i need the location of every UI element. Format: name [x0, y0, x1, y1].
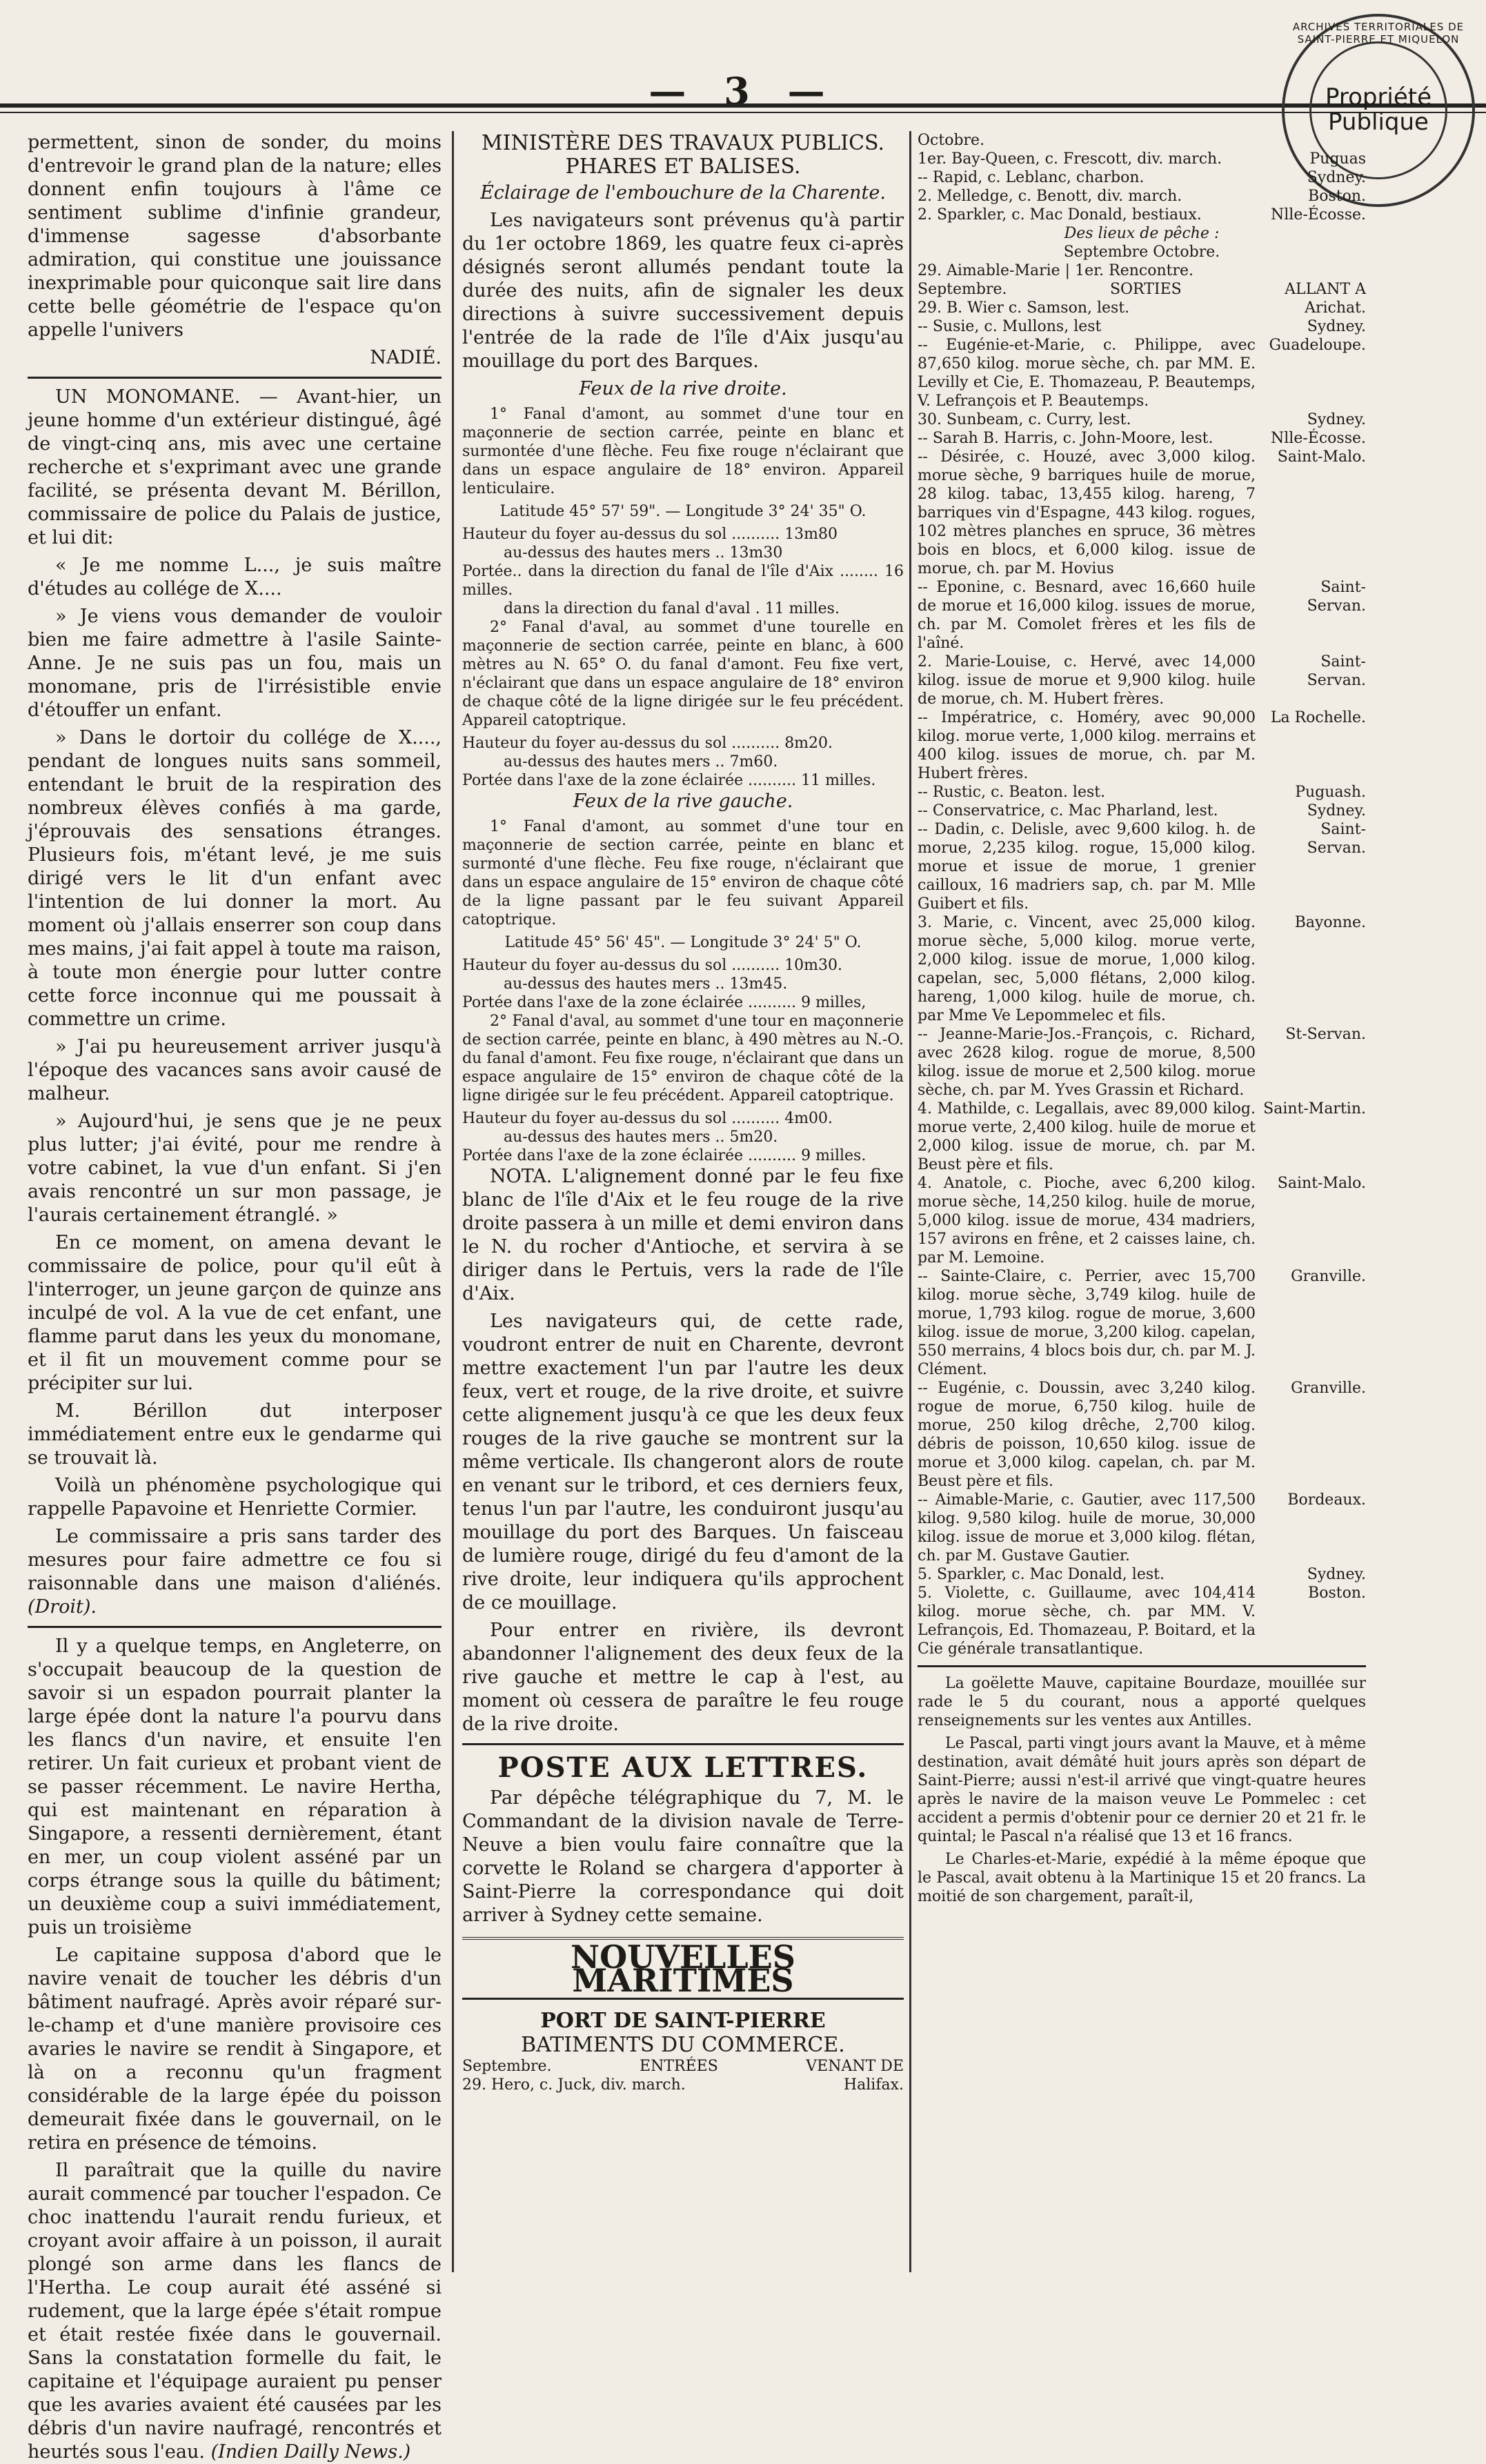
list-item — [918, 1584, 1366, 1658]
ship-exit: 30. Sunbeam, c. Curry, lest. — [918, 411, 1131, 428]
source-indien: (Indien Dailly News.) — [210, 2441, 411, 2463]
navigateurs-3: Pour entrer en rivière, ils devront abandonner l'alignement des deux feux de la rive gauche et mettre le cap à l'est, au moment où cessera de paraître le feu rouge de la rive droite. — [462, 1620, 904, 1735]
column-1 — [0, 131, 442, 2463]
paragraph: M. Bérillon dut interposer immédiatement entre eux le gendarme qui se trouvait là. — [28, 1400, 442, 1469]
ship-destination: St-Servan. — [1285, 1026, 1366, 1043]
ship-exit: 5. Violette, c. Guillaume, avec 104,414 kilog. morue sèche, ch. par MM. V. Lefrançois, Ed. Thomazeau, P. Boitard, et la Cie générale transatlantique. — [918, 1584, 1256, 1658]
ship-destination: La Rochelle. — [1270, 709, 1366, 726]
fanal-amont-droite: 1° Fanal d'amont, au sommet d'une tour en maçonnerie de section carrée, peinte en blanc et surmontée d'une flèche. Feu fixe rouge n'éclairant que dans un espace angulaire de 18° environ. Appareil lenticulaire. — [462, 406, 904, 497]
list-item — [918, 1100, 1366, 1174]
ship-exit: -- Eponine, c. Besnard, avec 16,660 huile de morue et 16,000 kilog. issues de morue, ch. par M. Comolet frères et les fils de l'aîné. — [918, 579, 1256, 652]
fanal-amont-gauche: 1° Fanal d'amont, au sommet d'une tour en maçonnerie de section carrée, peinte en blanc et surmonté d'une flèche. Feu fixe rouge, n'éclairant que dans un espace angulaire de 15° environ de chaque côté de la ligne passant par le feu suivant Appareil catoptrique. — [462, 818, 904, 928]
ship-destination: Saint-Servan. — [1307, 653, 1366, 689]
hauteur-8: au-dessus des hautes mers .. 5m20. — [504, 1129, 778, 1146]
hauteur-5: Hauteur du foyer au-dessus du sol .......... 10m30. — [462, 957, 843, 974]
ship-destination: Guadeloupe. — [1269, 337, 1366, 354]
sorties-label: SORTIES — [1109, 281, 1182, 298]
ship-destination: Arichat. — [1305, 299, 1366, 317]
ship-exit: 3. Marie, c. Vincent, avec 25,000 kilog. morue sèche, 5,000 kilog. morue verte, 2,000 kilog. issue de morue, 1,000 kilog. capelan, sec, 5,000 flétans, 2,000 kilog. hareng, 1,000 kilog. huile de morue, ch. par Mme Ve Lepommelec et fils. — [918, 914, 1256, 1024]
lat-long: Latitude 45° 57' 59". — Longitude 3° 24' 35" O. — [499, 503, 866, 520]
lat-long-2: Latitude 45° 56' 45". — Longitude 3° 24' 5" O. — [504, 934, 862, 951]
ship-exit: 4. Mathilde, c. Legallais, avec 89,000 kilog. morue verte, 2,400 kilog. huile de morue et 2,000 kilog. issue de morue, ch. par M. Beust père et fils. — [918, 1100, 1256, 1173]
ship-destination: Saint-Servan. — [1307, 821, 1366, 857]
ship-destination: Sydney. — [1307, 1566, 1366, 1583]
paragraph-text: Le commissaire a pris sans tarder des mesures pour faire admettre ce fou si raisonnable dans une maison d'aliénés. — [28, 1526, 442, 1594]
ship-origin: Puguas — [1309, 150, 1366, 168]
ship-exit: 4. Anatole, c. Pioche, avec 6,200 kilog. morue sèche, 14,250 kilog. huile de morue, 5,000 kilog. issue de morue, 434 madriers, 157 avirons en frêne, et 2 caisses laine, ch. par M. Lemoine. — [918, 1175, 1256, 1266]
ship-destination: Saint-Malo. — [1277, 448, 1366, 466]
month-octobre: Octobre. — [918, 132, 985, 149]
table-row — [918, 206, 1366, 224]
list-item — [918, 299, 1366, 317]
ship-destination: Boston. — [1308, 1584, 1366, 1602]
news-pascal: Le Pascal, parti vingt jours avant la Mauve, et à même destination, avait démâté huit jours après son départ de Saint-Pierre; aussi n'est-il arrivé que vingt-quatre heures après le navire de la maison veuve Le Pommelec : cet accident a permis d'obtenir pour ce dernier 20 et 21 fr. le quintal; le Pascal n'a réalisé que 13 et 16 francs. — [918, 1735, 1366, 1845]
portee-2: dans la direction du fanal d'aval . 11 milles. — [504, 600, 840, 617]
ship-exit: -- Susie, c. Mullons, lest — [918, 318, 1102, 335]
list-item — [918, 1025, 1366, 1100]
hauteur-6: au-dessus des hautes mers .. 13m45. — [504, 975, 788, 993]
port-title: PORT DE SAINT-PIERRE — [540, 2009, 826, 2033]
batiments-title: BATIMENTS DU COMMERCE. — [521, 2033, 845, 2057]
separator — [28, 1626, 442, 1628]
poste-text: Par dépêche télégraphique du 7, M. le Commandant de la division navale de Terre-Neuve a bien voulu faire connaître que la corvette le Roland se chargera d'apporter à Saint-Pierre la correspondance qui doit arriver à Sydney cette semaine. — [462, 1787, 904, 1926]
entries-from: VENANT DE — [806, 2058, 904, 2075]
portee-5: Portée dans l'axe de la zone éclairée .......... 9 milles. — [462, 1147, 866, 1164]
ministry-heading: MINISTÈRE DES TRAVAUX PUBLICS. — [481, 131, 885, 155]
stamp-line-2: Publique — [1328, 108, 1429, 136]
paragraph: En ce moment, on amena devant le commissaire de police, pour qu'il eût à l'interroger, un jeune garçon de quinze ans inculpé de vol. A la vue de cet enfant, une flamme parut dans les yeux du monomane, et il fit un mouvement comme pour se précipiter sur lui. — [28, 1232, 442, 1394]
list-item — [918, 429, 1366, 448]
ship-exit: 29. B. Wier c. Samson, lest. — [918, 299, 1130, 317]
column-3 — [918, 131, 1366, 2272]
ship-entry: 2. Melledge, c. Benott, div. march. — [918, 188, 1182, 205]
article-monomane-lead: UN MONOMANE. — [55, 386, 241, 408]
table-row — [918, 150, 1366, 168]
ship-exit: 2. Marie-Louise, c. Hervé, avec 14,000 kilog. issue de morue et 9,900 kilog. huile de morue, ch. M. Hubert frères. — [918, 653, 1256, 708]
entries-month: Septembre. — [462, 2058, 552, 2075]
ship-destination: Nlle-Écosse. — [1271, 430, 1366, 447]
peche-months: Septembre Octobre. — [1063, 244, 1220, 261]
separator — [462, 1743, 904, 1745]
ship-destination: Granville. — [1291, 1380, 1366, 1397]
article-astronomy-end: permettent, sinon de sonder, du moins d'entrevoir le grand plan de la nature; elles donnent enfin toujours à l'âme ce sentiment sublime d'infinie grandeur, d'immense sagesse d'absorbante admiration, qui constitue une jouissance inexprimable pour quiconque sait lire dans cette belle géométrie de l'espace qu'on appelle l'univers — [28, 132, 442, 341]
article-monomane-intro — [28, 386, 442, 550]
ship-destination: Sydney. — [1307, 411, 1366, 428]
list-item — [918, 317, 1366, 336]
list-item — [918, 448, 1366, 578]
list-item — [918, 783, 1366, 802]
separator — [918, 1665, 1366, 1667]
list-item — [918, 820, 1366, 913]
ship-exit: -- Impératrice, c. Homéry, avec 90,000 kilog. morue verte, 1,000 kilog. merrains et 400 kilog. issues de morue, ch. par M. Hubert frères. — [918, 709, 1256, 782]
table-row — [918, 187, 1366, 206]
ship-exit: -- Dadin, c. Delisle, avec 9,600 kilog. h. de morue, 2,235 kilog. rogue, 15,000 kilog. morue et issue de morue, 1 grenier cailloux, 16 madriers sap, ch. par M. Mlle Guibert et fils. — [918, 821, 1256, 913]
ship-exit: 5. Sparkler, c. Mac Donald, lest. — [918, 1566, 1165, 1583]
paragraph: » Dans le dortoir du collége de X...., pendant de longues nuits sans sommeil, entendant le bruit de la respiration des nombreux élèves confiés à ma garde, j'éprouvais des sensations étranges. Plusieurs fois, m'étant levé, je me suis dirigé vers le lit d'un enfant avec l'intention de lui donner la mort. Au moment où j'allais enserrer son coup dans mes mains, j'ai fait appel à toute ma raison, à toute mon énergie pour lutter contre cette force inconnue qui me poussait à commettre un crime. — [28, 727, 442, 1030]
list-item — [918, 578, 1366, 653]
navigateurs-2: Les navigateurs qui, de cette rade, voudront entrer de nuit en Charente, devront mettre exactement l'un par l'autre les deux feux, vert et rouge, de la rive droite, et suivre cette alignement jusqu'à ce que les deux feux rouges de la rive gauche se montrent sur la même verticale. Ils changeront alors de route en venant sur le tribord, et ces derniers feux, tenus l'un par l'autre, les conduiront jusqu'au mouillage du port des Barques. Un faisceau de lumière rouge, dirigé du feu d'amont de la rive droite, leur indiquera qu'ils approchent de ce mouillage. — [462, 1311, 904, 1613]
signature-nadie: NADIÉ. — [370, 347, 442, 368]
ship-exit: -- Aimable-Marie, c. Gautier, avec 117,500 kilog. 9,580 kilog. huile de morue, 30,000 kilog. issue de morue et 3,000 kilog. flétan, ch. par M. Gustave Gautier. — [918, 1491, 1256, 1564]
ship-exit: -- Jeanne-Marie-Jos.-François, c. Richard, avec 2628 kilog. rogue de morue, 8,500 kilog. issue de morue et 2,500 kilog. morue sèche, ch. par M. Yves Grassin et Richard. — [918, 1026, 1256, 1099]
phares-subtitle: Éclairage de l'embouchure de la Charente. — [480, 182, 886, 203]
ship-entry: 1er. Bay-Queen, c. Frescott, div. march. — [918, 150, 1222, 168]
portee-1: Portée.. dans la direction du fanal de l'île d'Aix ........ 16 milles. — [462, 563, 904, 599]
entries-header — [462, 2057, 904, 2076]
stamp-line-1: Propriété — [1325, 83, 1432, 112]
entries-label: ENTRÉES — [640, 2058, 718, 2075]
peche-row: 29. Aimable-Marie | 1er. Rencontre. — [918, 262, 1194, 279]
ship-exit: -- Sainte-Claire, c. Perrier, avec 15,700 kilog. morue sèche, 3,749 kilog. huile de morue, 1,793 kilog. rogue de morue, 3,600 kilog. issue de morue, 3,200 kilog. capelan, 550 merrains, 4 blocs bois dur, ch. par M. J. Clément. — [918, 1268, 1256, 1378]
rive-gauche-title: Feux de la rive gauche. — [573, 791, 793, 812]
paragraph: » J'ai pu heureusement arriver jusqu'à l'époque des vacances sans avoir causé de malheur. — [28, 1036, 442, 1104]
list-item — [918, 410, 1366, 429]
list-item — [918, 802, 1366, 820]
peche-title: Des lieux de pêche : — [1064, 225, 1220, 242]
article-espadon: Il y a quelque temps, en Angleterre, on s'occupait beaucoup de la question de savoir si un espadon pourrait planter la large épée dont la nature l'a pourvu dans les flancs d'un navire, et ensuite l'en retirer. Un fait curieux et probant vient de se passer récemment. Le navire Hertha, qui est maintenant en réparation à Singapore, a ressenti dernièrement, étant en mer, un coup violent asséné par un corps étrange sous la quille du bâtiment; un deuxième coup a suivi immédiatement, puis un troisième — [28, 1636, 442, 1938]
list-item — [918, 336, 1366, 410]
list-item — [918, 1174, 1366, 1267]
ship-destination: Sydney. — [1307, 802, 1366, 819]
sorties-header — [918, 280, 1366, 299]
paragraph: « Je me nomme L..., je suis maître d'études au collége de X.... — [28, 555, 442, 599]
ship-destination: Granville. — [1291, 1268, 1366, 1285]
separator — [28, 377, 442, 379]
hauteur-4: au-dessus des hautes mers .. 7m60. — [504, 753, 778, 771]
ship-entry: -- Rapid, c. Leblanc, charbon. — [918, 169, 1145, 186]
ship-exit: -- Conservatrice, c. Mac Pharland, lest. — [918, 802, 1218, 819]
list-item — [918, 1379, 1366, 1491]
ship-origin: Nlle-Écosse. — [1271, 206, 1366, 223]
portee-3: Portée dans l'axe de la zone éclairée .......... 11 milles. — [462, 772, 876, 789]
list-item — [918, 1565, 1366, 1584]
ship-destination: Saint-Malo. — [1277, 1175, 1366, 1192]
ship-origin: Sydney. — [1307, 169, 1366, 186]
hauteur-1: Hauteur du foyer au-dessus du sol .......... 13m80 — [462, 526, 838, 543]
header-rule — [0, 103, 1486, 113]
article-monomane-text: — Avant-hier, un jeune homme d'un extérieur distingué, âgé de vingt-cinq ans, mis avec une certaine recherche et s'exprimant avec une grande facilité, se présenta devant M. Bérillon, commissaire de police du Palais de justice, et lui dit: — [28, 386, 442, 548]
paragraph — [28, 1525, 442, 1619]
portee-4: Portée dans l'axe de la zone éclairée .......... 9 milles, — [462, 994, 866, 1011]
column-rule — [909, 131, 911, 2272]
hauteur-2: au-dessus des hautes mers .. 13m30 — [504, 544, 783, 562]
ship-destination: Saint-Servan. — [1307, 579, 1366, 615]
hauteur-7: Hauteur du foyer au-dessus du sol .......... 4m00. — [462, 1110, 833, 1127]
list-item — [918, 653, 1366, 708]
nouvelles-title: NOUVELLES MARITIMES — [462, 1937, 904, 2000]
paragraph-text: Il paraîtrait que la quille du navire aurait commencé par toucher l'espadon. Ce choc inattendu l'aurait rendu furieux, et croyant avoir affaire à un poisson, il aurait plongé son arme dans les flancs de l'Hertha. Le coup aurait été asséné si rudement, que la large épée s'était rompue et était restée fixée dans le gouvernail. Sans la constatation formelle du fait, le capitaine et l'équipage auraient pu penser que les avaries avaient été causées par les débris d'un navire naufragé, rencontrés et heurtés sous l'eau. — [28, 2160, 442, 2463]
phares-intro: Les navigateurs sont prévenus qu'à partir du 1er octobre 1869, les quatre feux ci-après désignés seront allumés pendant toute la durée des nuits, afin de signaler les deux directions à suivre successivement depuis l'entrée de la rade de l'île d'Aix jusqu'au mouillage du port des Barques. — [462, 210, 904, 372]
column-rule — [452, 131, 454, 2272]
stamp-ring-text: ARCHIVES TERRITORIALES DE SAINT-PIERRE ET MIQUELON — [1292, 21, 1465, 46]
table-row — [462, 2076, 904, 2094]
paragraph: Le capitaine supposa d'abord que le navire venait de toucher les débris d'un bâtiment naufragé. Après avoir réparé sur-le-champ et d'une manière provisoire ces avaries le navire se rendit à Singapore, et là on a reconnu qu'un fragment considérable de la large épée du poisson demeurait fixée dans le gouvernail, on le retira en présence de témoins. — [28, 1945, 442, 2154]
sorties-month: Septembre. — [918, 281, 1007, 298]
list-item — [918, 1267, 1366, 1379]
ship-exit: -- Eugénie-et-Marie, c. Philippe, avec 87,650 kilog. morue sèche, ch. par MM. E. Levilly et Cie, E. Thomazeau, P. Beautemps, V. Lefrançois et P. Beautemps. — [918, 337, 1256, 410]
ship-destination: Saint-Martin. — [1263, 1100, 1366, 1117]
page-number: — 3 — — [648, 69, 838, 113]
fanal-aval-gauche: 2° Fanal d'aval, au sommet d'une tour en maçonnerie de section carrée, peinte en blanc, à 490 mètres au N.-O. du fanal d'amont. Feu fixe rouge, n'éclairant que dans un espace angulaire de 15° environ de chaque côté de la ligne dirigée sur le feu précédent. Appareil catoptrique. — [462, 1013, 904, 1104]
ship-origin: Halifax. — [843, 2076, 904, 2094]
news-mauve: La goëlette Mauve, capitaine Bourdaze, mouillée sur rade le 5 du courant, nous a apporté quelques renseignements sur les ventes aux Antilles. — [918, 1675, 1366, 1729]
hauteur-3: Hauteur du foyer au-dessus du sol .......... 8m20. — [462, 735, 833, 752]
list-item — [918, 1491, 1366, 1565]
column-2 — [462, 131, 904, 2272]
list-item — [918, 708, 1366, 783]
ship-exit: -- Désirée, c. Houzé, avec 3,000 kilog. morue sèche, 9 barriques huile de morue, 28 kilog. tabac, 13,455 kilog. hareng, 7 barriques vin d'Espagne, 443 kilog. rogues, 102 mètres planches en spruce, 36 mètres bois en blocs, et 6,000 kilog. issue de morue, ch. par M. Hovius — [918, 448, 1256, 577]
ship-entry: 2. Sparkler, c. Mac Donald, bestiaux. — [918, 206, 1202, 223]
news-charles-et-marie: Le Charles-et-Marie, expédié à la même époque que le Pascal, avait obtenu à la Martinique 15 et 20 francs. La moitié de son chargement, paraît-il, — [918, 1851, 1366, 1905]
allant-label: ALLANT A — [1285, 281, 1366, 298]
rive-droite-title: Feux de la rive droite. — [579, 378, 787, 399]
ship-exit: -- Rustic, c. Beaton. lest. — [918, 784, 1106, 801]
nota: NOTA. L'alignement donné par le feu fixe blanc de l'île d'Aix et le feu rouge de la rive droite passera à un mille et demi environ dans le N. du rocher d'Antioche, et servira à se diriger dans le Pertuis, vers la rade de l'île d'Aix. — [462, 1166, 904, 1304]
ship-destination: Sydney. — [1307, 318, 1366, 335]
source-droit: (Droit). — [28, 1596, 97, 1618]
ship-origin: Boston. — [1308, 188, 1366, 205]
poste-title: POSTE AUX LETTRES. — [497, 1751, 869, 1784]
paragraph: » Aujourd'hui, je sens que je ne peux plus lutter; j'ai évité, pour me rendre à votre cabinet, la vue d'un enfant. Si j'en avais rencontré un sur mon passage, je l'aurais certainement étranglé. » — [28, 1111, 442, 1226]
ship-exit: -- Eugénie, c. Doussin, avec 3,240 kilog. rogue de morue, 6,750 kilog. huile de morue, 250 kilog drêche, 2,700 kilog. débris de poisson, 10,650 kilog. issue de morue et 3,000 kilog. capelan, ch. par M. Beust père et fils. — [918, 1380, 1256, 1490]
ship-destination: Bordeaux. — [1287, 1491, 1366, 1509]
ship-destination: Puguash. — [1295, 784, 1366, 801]
ship-entry: 29. Hero, c. Juck, div. march. — [462, 2076, 686, 2094]
list-item — [918, 913, 1366, 1025]
ship-exit: -- Sarah B. Harris, c. John-Moore, lest. — [918, 430, 1213, 447]
table-row — [918, 168, 1366, 187]
phares-title: PHARES ET BALISES. — [565, 155, 801, 179]
paragraph: Voilà un phénomène psychologique qui rappelle Papavoine et Henriette Cormier. — [28, 1475, 442, 1520]
paragraph — [28, 2159, 442, 2464]
ship-destination: Bayonne. — [1294, 914, 1366, 931]
fanal-aval-droite: 2° Fanal d'aval, au sommet d'une tourelle en maçonnerie de section carrée, peinte en blanc, à 600 mètres au N. 65° O. du fanal d'amont. Feu fixe vert, n'éclairant que dans un espace angulaire de 18° environ de chaque côté de la ligne dirigée sur le feu précédent. Appareil catoptrique. — [462, 619, 904, 729]
paragraph: » Je viens vous demander de vouloir bien me faire admettre à l'asile Sainte-Anne. Je ne suis pas un fou, mais un monomane, pris de l'irrésistible envie d'étouffer un enfant. — [28, 606, 442, 721]
